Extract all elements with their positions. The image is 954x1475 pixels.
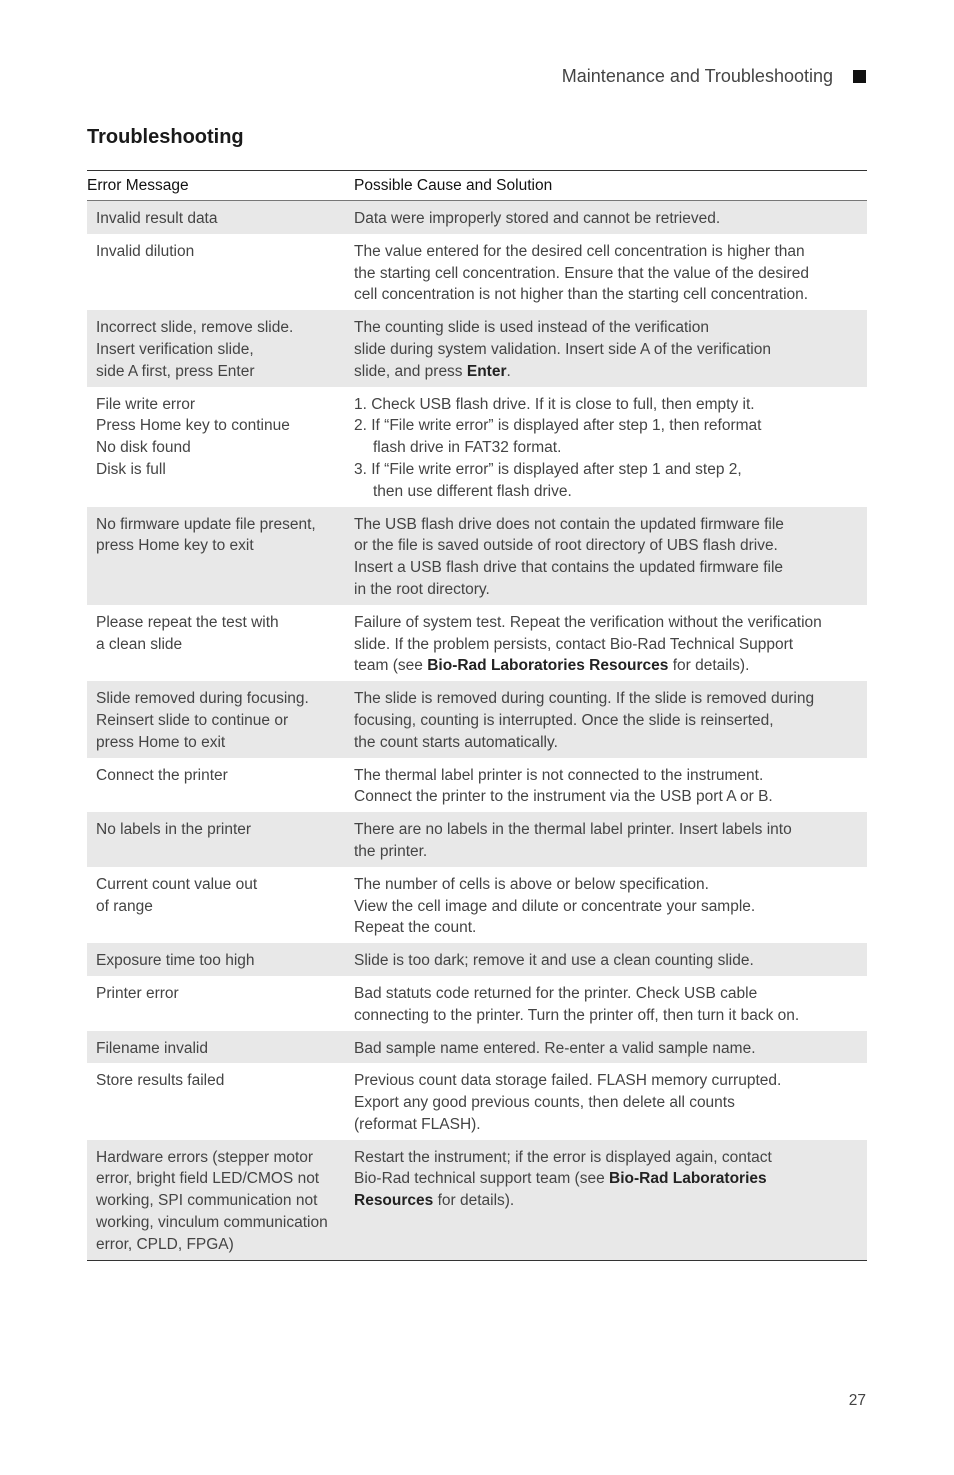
solution-line: 2. If “File write error” is displayed after step 1, then reformat — [354, 417, 762, 435]
column-header-error-message: Error Message — [87, 176, 189, 194]
solution-cell — [354, 317, 867, 382]
page-title: Troubleshooting — [87, 126, 244, 148]
solution-line: then use different flash drive. — [373, 482, 572, 500]
error-message-line: Please repeat the test with — [96, 613, 279, 631]
table-row — [87, 758, 867, 813]
solution-emphasis: Bio-Rad Laboratories Resources — [427, 657, 669, 675]
column-header-cause-solution: Possible Cause and Solution — [354, 176, 553, 194]
error-message-cell — [87, 208, 354, 230]
table-row — [87, 201, 867, 234]
solution-line: Repeat the count. — [354, 919, 477, 937]
error-message-line: Exposure time too high — [96, 952, 255, 970]
solution-line: slide during system validation. Insert side A of the verification — [354, 340, 771, 358]
error-message-cell — [87, 819, 354, 863]
error-message-line: Reinsert slide to continue or — [96, 711, 289, 729]
table-row — [87, 1031, 867, 1064]
solution-cell — [354, 874, 867, 939]
solution-line: cell concentration is not higher than the starting cell concentration. — [354, 286, 809, 304]
error-message-line: press Home key to exit — [96, 537, 254, 555]
solution-cell — [354, 1147, 867, 1256]
solution-line: 1. Check USB flash drive. If it is close to full, then empty it. — [354, 395, 755, 413]
error-message-line: Invalid result data — [96, 210, 218, 227]
error-message-line: error, bright field LED/CMOS not — [96, 1170, 320, 1188]
error-message-line: Slide removed during focusing. — [96, 690, 309, 708]
solution-line: connecting to the printer. Turn the printer off, then turn it back on. — [354, 1006, 800, 1024]
solution-line: The number of cells is above or below specification. — [354, 875, 709, 893]
table-row — [87, 976, 867, 1031]
error-message-line: Printer error — [96, 984, 179, 1002]
solution-line: Data were improperly stored and cannot be retrieved. — [354, 210, 721, 227]
solution-line: Connect the printer to the instrument via the USB port A or B. — [354, 788, 773, 806]
solution-line: Bad statuts code returned for the printer. Check USB cable — [354, 984, 758, 1002]
solution-line: the count starts automatically. — [354, 733, 558, 751]
solution-line: flash drive in FAT32 format. — [373, 439, 562, 457]
solution-line — [354, 655, 861, 677]
solution-line: View the cell image and dilute or concentrate your sample. — [354, 897, 756, 915]
table-row — [87, 605, 867, 681]
error-message-line: File write error — [96, 395, 196, 413]
troubleshooting-table — [87, 170, 867, 1261]
error-message-cell — [87, 394, 354, 503]
table-row — [87, 867, 867, 943]
error-message-line: Store results failed — [96, 1072, 225, 1090]
solution-emphasis: Resources — [354, 1192, 434, 1210]
solution-line — [354, 1168, 861, 1190]
solution-line: the printer. — [354, 842, 428, 860]
error-message-cell — [87, 1147, 354, 1256]
solution-line: Previous count data storage failed. FLASH memory currupted. — [354, 1072, 782, 1090]
error-message-cell — [87, 688, 354, 753]
solution-line: 3. If “File write error” is displayed after step 1 and step 2, — [354, 460, 742, 478]
solution-cell — [354, 819, 867, 863]
table-row — [87, 812, 867, 867]
error-message-line: Insert verification slide, — [96, 340, 254, 358]
solution-cell — [354, 208, 867, 230]
error-message-line: error, CPLD, FPGA) — [96, 1235, 234, 1253]
table-row — [87, 234, 867, 310]
solution-line: The value entered for the desired cell concentration is higher than — [354, 242, 805, 260]
solution-cell — [354, 514, 867, 601]
error-message-line: No disk found — [96, 439, 191, 457]
solution-cell — [354, 765, 867, 809]
solution-line: Export any good previous counts, then delete all counts — [354, 1094, 735, 1112]
error-message-line: Incorrect slide, remove slide. — [96, 319, 294, 337]
table-row — [87, 681, 867, 757]
error-message-line: working, vinculum communication — [96, 1214, 328, 1232]
error-message-line: No labels in the printer — [96, 821, 252, 839]
solution-line: Failure of system test. Repeat the verification without the verification — [354, 613, 822, 631]
solution-line: Insert a USB flash drive that contains the updated firmware file — [354, 559, 784, 577]
solution-line: The counting slide is used instead of the verification — [354, 319, 709, 337]
error-message-line: Invalid dilution — [96, 242, 195, 260]
table-row — [87, 1140, 867, 1260]
solution-line: focusing, counting is interrupted. Once the slide is reinserted, — [354, 711, 774, 729]
error-message-cell — [87, 241, 354, 306]
error-message-line: side A first, press Enter — [96, 362, 255, 380]
solution-line: The thermal label printer is not connected to the instrument. — [354, 766, 764, 784]
error-message-line: of range — [96, 897, 153, 915]
error-message-line: Hardware errors (stepper motor — [96, 1148, 314, 1166]
error-message-cell — [87, 765, 354, 809]
error-message-cell — [87, 612, 354, 677]
solution-cell — [354, 394, 867, 503]
solution-text: . — [506, 362, 511, 380]
solution-cell — [354, 950, 867, 972]
solution-emphasis: Enter — [466, 362, 507, 380]
table-row — [87, 387, 867, 507]
error-message-cell — [87, 514, 354, 601]
solution-line: or the file is saved outside of root directory of UBS flash drive. — [354, 537, 778, 555]
section-title: Maintenance and Troubleshooting — [561, 66, 833, 86]
table-body — [87, 201, 867, 1260]
error-message-line: Filename invalid — [96, 1039, 208, 1057]
solution-cell — [354, 1038, 867, 1060]
solution-line: the starting cell concentration. Ensure that the value of the desired — [354, 264, 809, 282]
solution-cell — [354, 612, 867, 677]
error-message-cell — [87, 1038, 354, 1060]
error-message-line: a clean slide — [96, 635, 183, 653]
table-row — [87, 507, 867, 605]
error-message-cell — [87, 983, 354, 1027]
table-header — [87, 171, 867, 201]
error-message-line: Connect the printer — [96, 766, 228, 784]
solution-text: for details). — [668, 657, 750, 675]
running-header — [562, 66, 866, 87]
table-row — [87, 943, 867, 976]
solution-line: There are no labels in the thermal label printer. Insert labels into — [354, 821, 792, 839]
error-message-line: No firmware update file present, — [96, 515, 316, 533]
solution-text: Bio-Rad technical support team (see — [354, 1170, 610, 1188]
solution-cell — [354, 1070, 867, 1135]
error-message-cell — [87, 874, 354, 939]
error-message-cell — [87, 950, 354, 972]
solution-cell — [354, 983, 867, 1027]
solution-line: in the root directory. — [354, 580, 490, 598]
solution-line: Slide is too dark; remove it and use a clean counting slide. — [354, 952, 754, 970]
solution-line: (reformat FLASH). — [354, 1115, 481, 1133]
error-message-cell — [87, 317, 354, 382]
table-row — [87, 1063, 867, 1139]
error-message-cell — [87, 1070, 354, 1135]
solution-line: The USB flash drive does not contain the updated firmware file — [354, 515, 784, 533]
header-square-marker — [853, 70, 866, 83]
solution-text: team (see — [354, 657, 428, 675]
error-message-line: Press Home key to continue — [96, 417, 290, 435]
solution-line: Bad sample name entered. Re-enter a valid sample name. — [354, 1039, 756, 1057]
table-row — [87, 310, 867, 386]
error-message-line: press Home to exit — [96, 733, 226, 751]
error-message-line: working, SPI communication not — [96, 1192, 318, 1210]
solution-line — [354, 361, 861, 383]
solution-line: slide. If the problem persists, contact Bio-Rad Technical Support — [354, 635, 794, 653]
page-number: 27 — [848, 1392, 866, 1409]
solution-cell — [354, 241, 867, 306]
solution-text: slide, and press — [354, 362, 467, 380]
solution-line: The slide is removed during counting. If the slide is removed during — [354, 690, 815, 708]
solution-emphasis: Bio-Rad Laboratories — [609, 1170, 767, 1188]
solution-cell — [354, 688, 867, 753]
error-message-line: Disk is full — [96, 460, 166, 478]
error-message-line: Current count value out — [96, 875, 258, 893]
solution-line — [354, 1190, 861, 1212]
solution-line: Restart the instrument; if the error is displayed again, contact — [354, 1148, 772, 1166]
solution-text: for details). — [433, 1192, 515, 1210]
